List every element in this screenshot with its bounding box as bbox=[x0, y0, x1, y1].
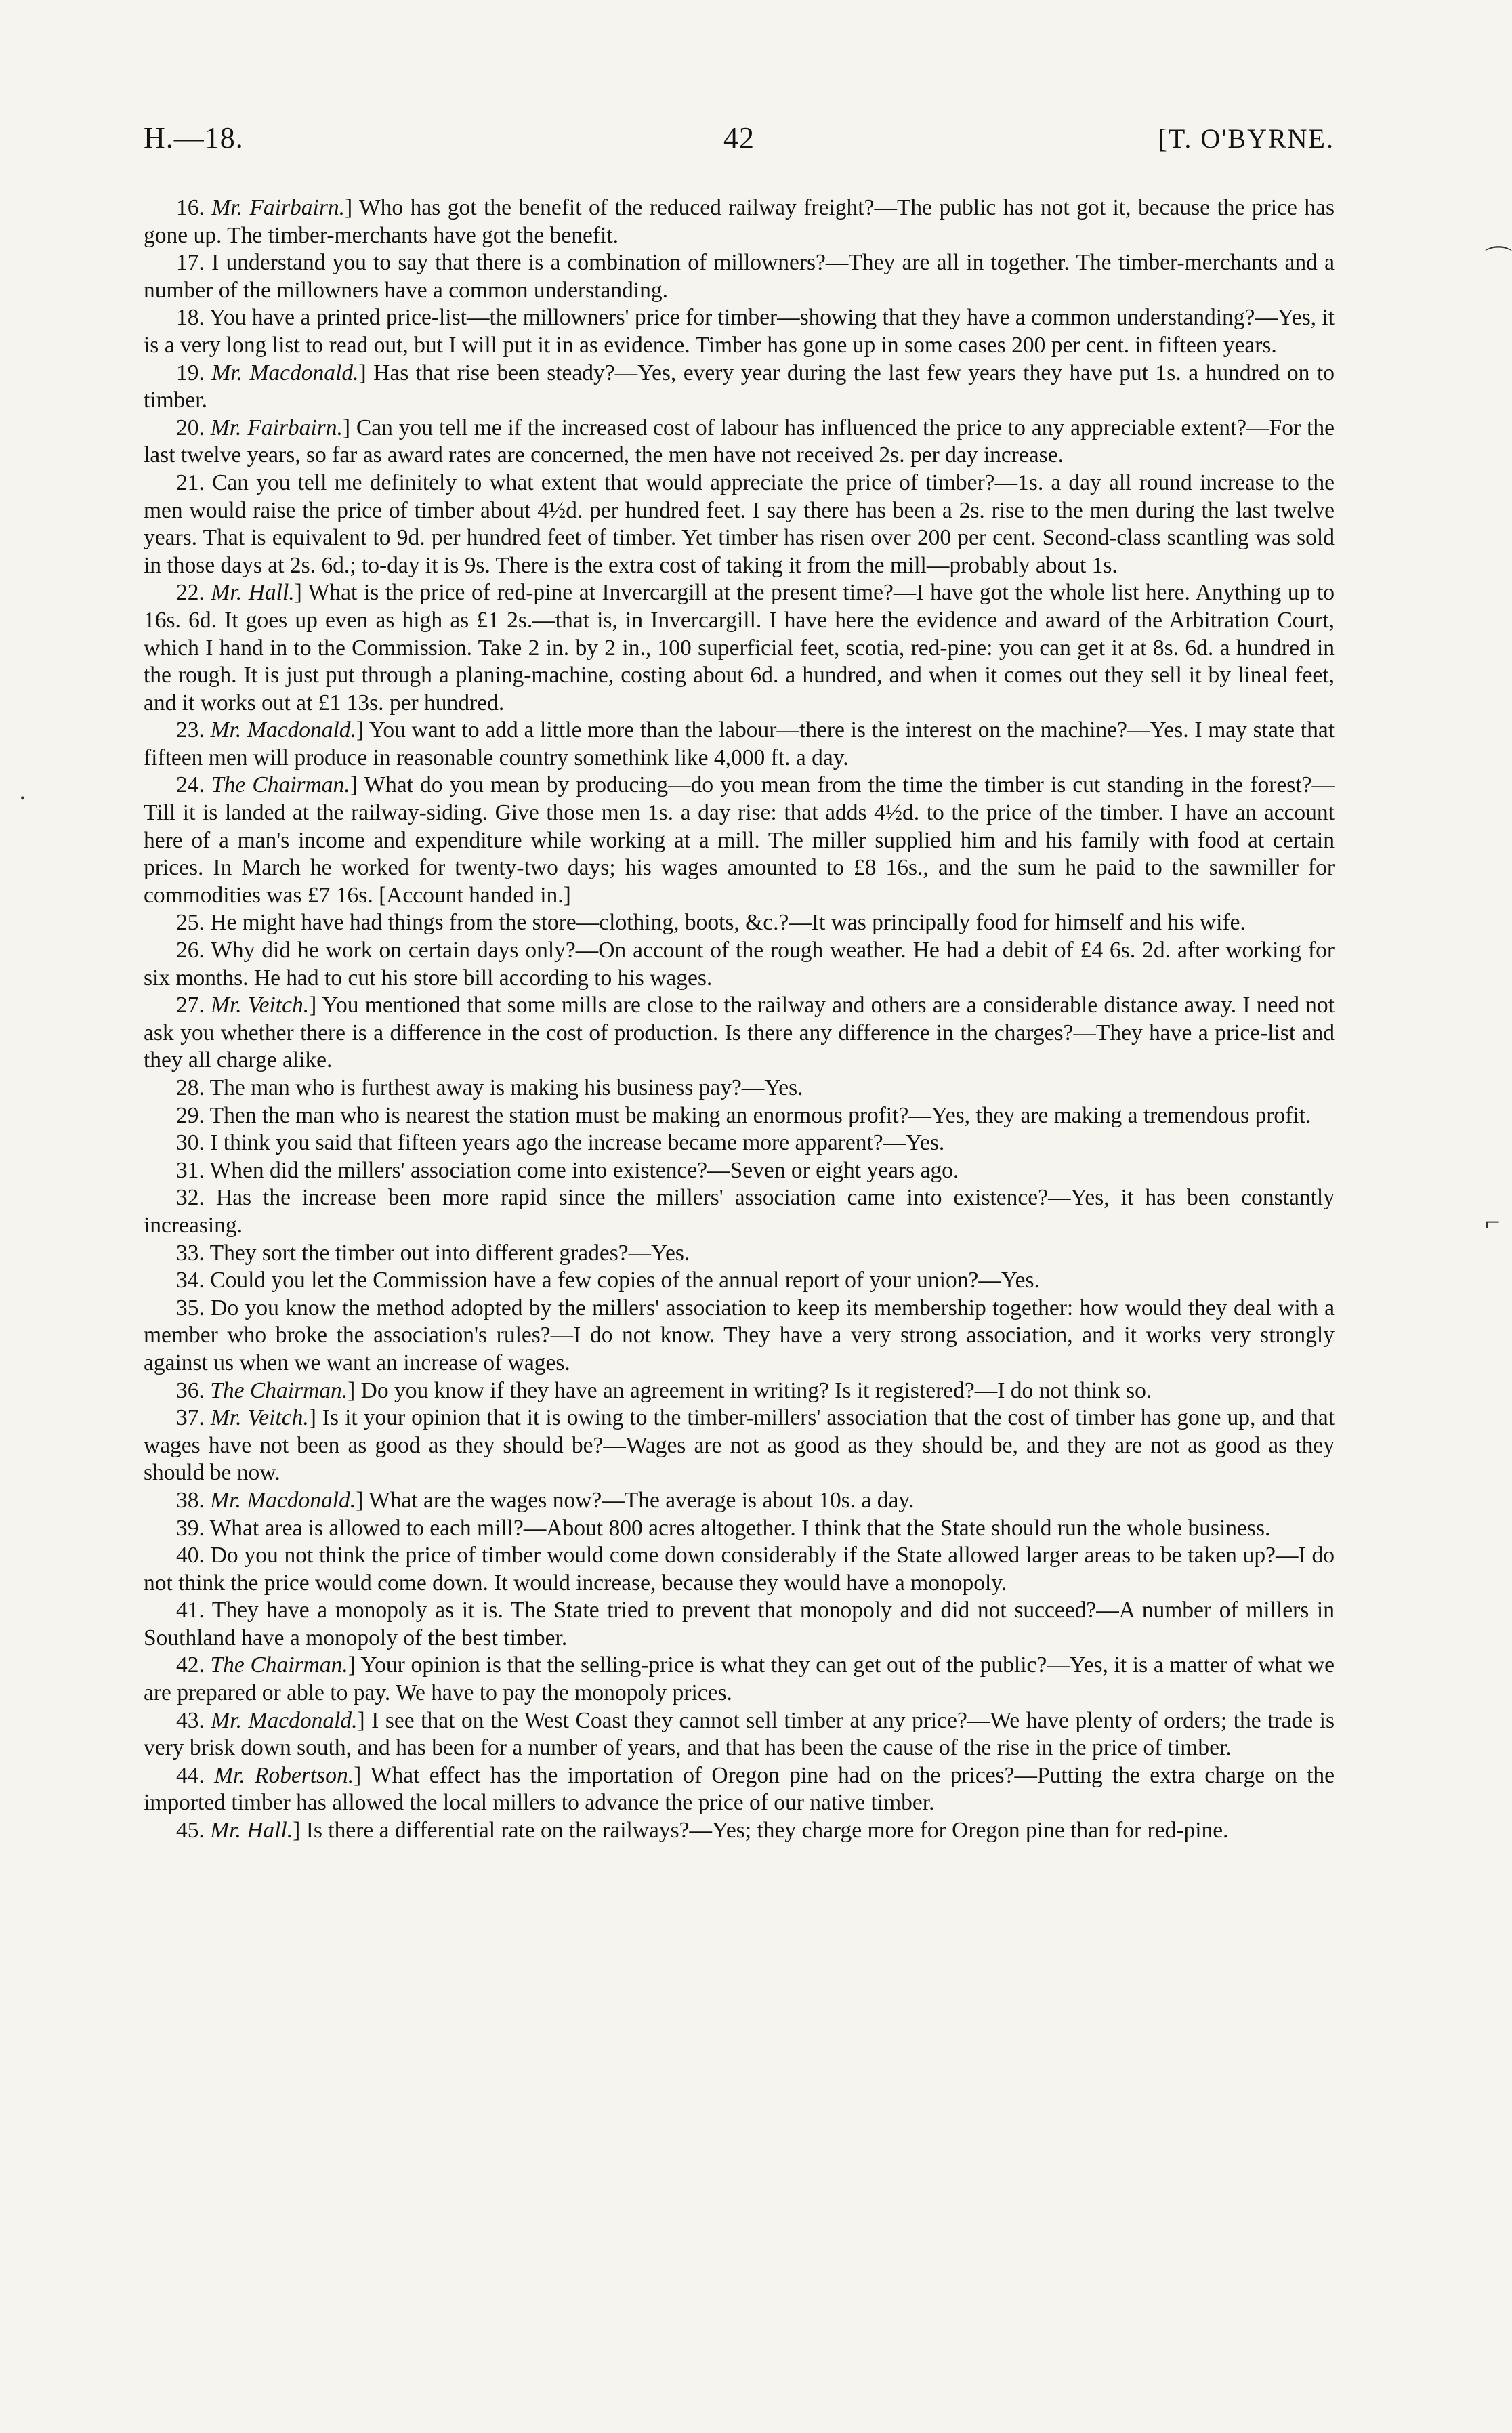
question-answer-paragraph bbox=[144, 1762, 1335, 1817]
question-number: 36. bbox=[176, 1377, 205, 1403]
paragraph-text: ] Who has got the benefit of the reduced railway freight?—The public has not got it, because the price has gone up. The timber-merchants have got the benefit. bbox=[144, 195, 1335, 248]
paragraph-text: ] Your opinion is that the selling-price is what they can get out of the public?—Yes, it is a matter of what we are prepared or able to pay. We have to pay the monopoly prices. bbox=[144, 1652, 1335, 1706]
speaker-name: Mr. Hall. bbox=[210, 1818, 293, 1844]
paragraph-text: ] You want to add a little more than the labour—there is the interest on the machine?—Yes. I may state that fifteen men will produce in reasonable country somethink like 4,000 ft. a day. bbox=[144, 718, 1335, 770]
question-number: 39. bbox=[176, 1515, 205, 1541]
question-number: 37. bbox=[176, 1405, 205, 1431]
paragraph-text: Do you not think the price of timber would come down considerably if the State allowed larger areas to be taken up?—I do not think the price would come down. It would increase, because they would have a monopoly. bbox=[144, 1543, 1335, 1596]
paragraph-text: ] Can you tell me if the increased cost of labour has influenced the price to any appreciable extent?—For the last twelve years, so far as award rates are concerned, the men have not received 2s. per day increase. bbox=[144, 415, 1335, 468]
question-answer-paragraph bbox=[144, 717, 1335, 772]
paragraph-text: Could you let the Commission have a few copies of the annual report of your union?—Yes. bbox=[210, 1268, 1040, 1293]
question-number: 41. bbox=[176, 1598, 205, 1623]
question-number: 44. bbox=[176, 1762, 205, 1788]
question-answer-paragraph bbox=[144, 1075, 1335, 1102]
speaker-name: Mr. Fairbairn. bbox=[210, 415, 343, 440]
paragraph-text: ] Do you know if they have an agreement in writing? Is it registered?—I do not think so. bbox=[348, 1377, 1152, 1403]
speaker-name: Mr. Robertson. bbox=[214, 1762, 354, 1788]
question-answer-paragraph bbox=[144, 1487, 1335, 1515]
question-number: 32. bbox=[176, 1185, 205, 1211]
question-answer-paragraph bbox=[144, 1129, 1335, 1157]
paragraph-text: You have a printed price-list—the millowners' price for timber—showing that they have a common understanding?—Yes, it is a very long list to read out, but I will put it in as evidence. Timber has gone up in some cases 200 per cent. in fifteen years. bbox=[144, 305, 1335, 358]
speaker-name: Mr. Macdonald. bbox=[211, 360, 359, 386]
margin-dot: • bbox=[20, 791, 26, 806]
margin-mark: ⌒ bbox=[1485, 245, 1512, 275]
paragraph-text: ] Is it your opinion that it is owing to the timber-millers' association that the cost of timber has gone up, and that wages have not been as good as they should be?—Wages are not as good as they should be, and they are not as good as they should be now. bbox=[144, 1405, 1335, 1486]
margin-mark: ⌐ bbox=[1485, 1207, 1500, 1237]
paragraph-text: They sort the timber out into different grades?—Yes. bbox=[209, 1240, 690, 1266]
question-answer-paragraph bbox=[144, 194, 1335, 249]
question-answer-paragraph bbox=[144, 1267, 1335, 1295]
paragraph-text: ] What are the wages now?—The average is about 10s. a day. bbox=[356, 1487, 915, 1513]
question-answer-paragraph bbox=[144, 1377, 1335, 1405]
page-number: 42 bbox=[723, 121, 755, 154]
paragraph-text: ] What is the price of red-pine at Invercargill at the present time?—I have got the whole list here. Anything up to 16s. 6d. It goes up even as high as £1 2s.—that is, in Invercargill. I have here the evidence and award of the Arbitration Court, which I hand in to the Commission. Take 2 in. by 2 in., 100 superficial feet, scotia, red-pine: you can get it at 8s. 6d. a hundred in the rough. It is just put through a planing-machine, costing about 6d. a hundred, and when it comes out they sell it by lineal feet, and it works out at £1 13s. per hundred. bbox=[144, 580, 1335, 715]
paragraph-text: The man who is furthest away is making his business pay?—Yes. bbox=[209, 1075, 803, 1100]
question-answer-paragraph bbox=[144, 1652, 1335, 1707]
paragraph-text: ] What do you mean by producing—do you mean from the time the timber is cut standing in the forest?—Till it is landed at the railway-siding. Give those men 1s. a day rise: that adds 4½d. to the price of the timber. I have an account here of a man's income and expenditure while working at a mill. The miller supplied him and his family with food at certain prices. In March he worked for twenty-two days; his wages amounted to £8 16s., and the sum he paid to the sawmiller for commodities was £7 16s. [Account handed in.] bbox=[144, 772, 1335, 908]
question-number: 34. bbox=[176, 1268, 205, 1293]
question-answer-paragraph bbox=[144, 1542, 1335, 1597]
speaker-name: Mr. Hall. bbox=[211, 580, 295, 606]
question-number: 29. bbox=[176, 1102, 205, 1128]
question-answer-paragraph bbox=[144, 1295, 1335, 1377]
question-number: 18. bbox=[176, 305, 205, 331]
speaker-name: The Chairman. bbox=[210, 1377, 348, 1403]
paragraph-text: When did the millers' association come into existence?—Seven or eight years ago. bbox=[209, 1157, 959, 1183]
paragraph-text: ] Is there a differential rate on the railways?—Yes; they charge more for Oregon pine than for red-pine. bbox=[293, 1818, 1229, 1844]
paragraph-text: Has the increase been more rapid since the millers' association came into existence?—Yes, it has been constantly increasing. bbox=[144, 1185, 1335, 1238]
question-answer-paragraph bbox=[144, 1184, 1335, 1239]
witness-name: [T. O'BYRNE. bbox=[1158, 123, 1335, 154]
question-number: 42. bbox=[176, 1652, 205, 1678]
question-number: 27. bbox=[176, 993, 205, 1018]
document-code: H.—18. bbox=[144, 121, 244, 154]
paragraph-text: ] Has that rise been steady?—Yes, every year during the last few years they have put 1s. a hundred on to timber. bbox=[144, 360, 1335, 413]
paragraph-text: Why did he work on certain days only?—On account of the rough weather. He had a debit of £4 6s. 2d. after working for six months. He had to cut his store bill according to his wages. bbox=[144, 938, 1335, 991]
paragraph-text: Can you tell me definitely to what extent that would appreciate the price of timber?—1s. a day all round increase to the men would raise the price of timber about 4½d. per hundred feet. I say there has been a 2s. rise to the men during the last twelve years. That is equivalent to 9d. per hundred feet of timber. Yet timber has risen over 200 per cent. Second-class scantling was sold in those days at 2s. 6d.; to-day it is 9s. There is the extra cost of taking it from the mill—probably about 1s. bbox=[144, 470, 1335, 578]
speaker-name: Mr. Fairbairn. bbox=[211, 195, 345, 220]
question-number: 38. bbox=[176, 1487, 205, 1513]
speaker-name: Mr. Macdonald. bbox=[210, 718, 356, 743]
question-number: 30. bbox=[176, 1130, 205, 1156]
question-answer-paragraph bbox=[144, 1157, 1335, 1185]
question-answer-paragraph bbox=[144, 304, 1335, 359]
testimony-body bbox=[144, 194, 1335, 1845]
question-number: 22. bbox=[176, 580, 205, 606]
question-answer-paragraph bbox=[144, 360, 1335, 415]
question-answer-paragraph bbox=[144, 415, 1335, 470]
question-answer-paragraph bbox=[144, 1405, 1335, 1487]
paragraph-text: Then the man who is nearest the station must be making an enormous profit?—Yes, they are making a tremendous profit. bbox=[209, 1102, 1311, 1128]
question-answer-paragraph bbox=[144, 1707, 1335, 1762]
paragraph-text: They have a monopoly as it is. The State tried to prevent that monopoly and did not succeed?—A number of millers in Southland have a monopoly of the best timber. bbox=[144, 1598, 1335, 1650]
question-number: 43. bbox=[176, 1707, 205, 1733]
speaker-name: The Chairman. bbox=[211, 772, 350, 798]
question-number: 40. bbox=[176, 1543, 205, 1568]
paragraph-text: What area is allowed to each mill?—About 800 acres altogether. I think that the State should run the whole business. bbox=[209, 1515, 1271, 1541]
question-number: 24. bbox=[176, 772, 205, 798]
speaker-name: The Chairman. bbox=[210, 1652, 348, 1678]
question-answer-paragraph bbox=[144, 1102, 1335, 1130]
question-number: 16. bbox=[176, 195, 205, 220]
question-number: 26. bbox=[176, 938, 205, 963]
question-answer-paragraph bbox=[144, 1817, 1335, 1845]
question-number: 23. bbox=[176, 718, 205, 743]
question-answer-paragraph bbox=[144, 470, 1335, 579]
speaker-name: Mr. Veitch. bbox=[211, 993, 310, 1018]
paragraph-text: He might have had things from the store—clothing, boots, &c.?—It was principally food for himself and his wife. bbox=[210, 910, 1246, 936]
question-answer-paragraph bbox=[144, 1515, 1335, 1543]
question-number: 21. bbox=[176, 470, 205, 495]
question-number: 28. bbox=[176, 1075, 205, 1100]
speaker-name: Mr. Macdonald. bbox=[211, 1707, 358, 1733]
paragraph-text: I understand you to say that there is a combination of millowners?—They are all in together. The timber-merchants and a number of the millowners have a common understanding. bbox=[144, 250, 1335, 303]
question-number: 31. bbox=[176, 1157, 205, 1183]
paragraph-text: I think you said that fifteen years ago the increase became more apparent?—Yes. bbox=[210, 1130, 945, 1156]
question-answer-paragraph bbox=[144, 909, 1335, 937]
paragraph-text: ] I see that on the West Coast they cannot sell timber at any price?—We have plenty of orders; the trade is very brisk down south, and has been for a number of years, and that has been the cause of the rise in the price of timber. bbox=[144, 1707, 1335, 1761]
paragraph-text: Do you know the method adopted by the millers' association to keep its membership together: how would they deal with a member who broke the association's rules?—I do not know. They have a very strong association, and it works very strongly against us when we want an increase of wages. bbox=[144, 1295, 1335, 1375]
question-answer-paragraph bbox=[144, 579, 1335, 717]
page-header bbox=[144, 121, 1335, 155]
question-answer-paragraph bbox=[144, 937, 1335, 992]
question-number: 17. bbox=[176, 250, 205, 276]
paragraph-text: ] What effect has the importation of Oregon pine had on the prices?—Putting the extra charge on the imported timber has allowed the local millers to advance the price of our native timber. bbox=[144, 1762, 1335, 1816]
speaker-name: Mr. Veitch. bbox=[210, 1405, 309, 1431]
question-answer-paragraph bbox=[144, 249, 1335, 304]
question-number: 20. bbox=[176, 415, 205, 440]
question-answer-paragraph bbox=[144, 1597, 1335, 1652]
question-number: 25. bbox=[176, 910, 205, 936]
question-number: 45. bbox=[176, 1818, 205, 1844]
question-answer-paragraph bbox=[144, 772, 1335, 909]
question-number: 35. bbox=[176, 1295, 205, 1321]
question-answer-paragraph bbox=[144, 992, 1335, 1075]
question-number: 33. bbox=[176, 1240, 205, 1266]
question-answer-paragraph bbox=[144, 1240, 1335, 1268]
paragraph-text: ] You mentioned that some mills are close to the railway and others are a considerable distance away. I need not ask you whether there is a difference in the cost of production. Is there any difference in the charges?—They have a price-list and they all charge alike. bbox=[144, 993, 1335, 1073]
speaker-name: Mr. Macdonald. bbox=[210, 1487, 356, 1513]
question-number: 19. bbox=[176, 360, 205, 386]
